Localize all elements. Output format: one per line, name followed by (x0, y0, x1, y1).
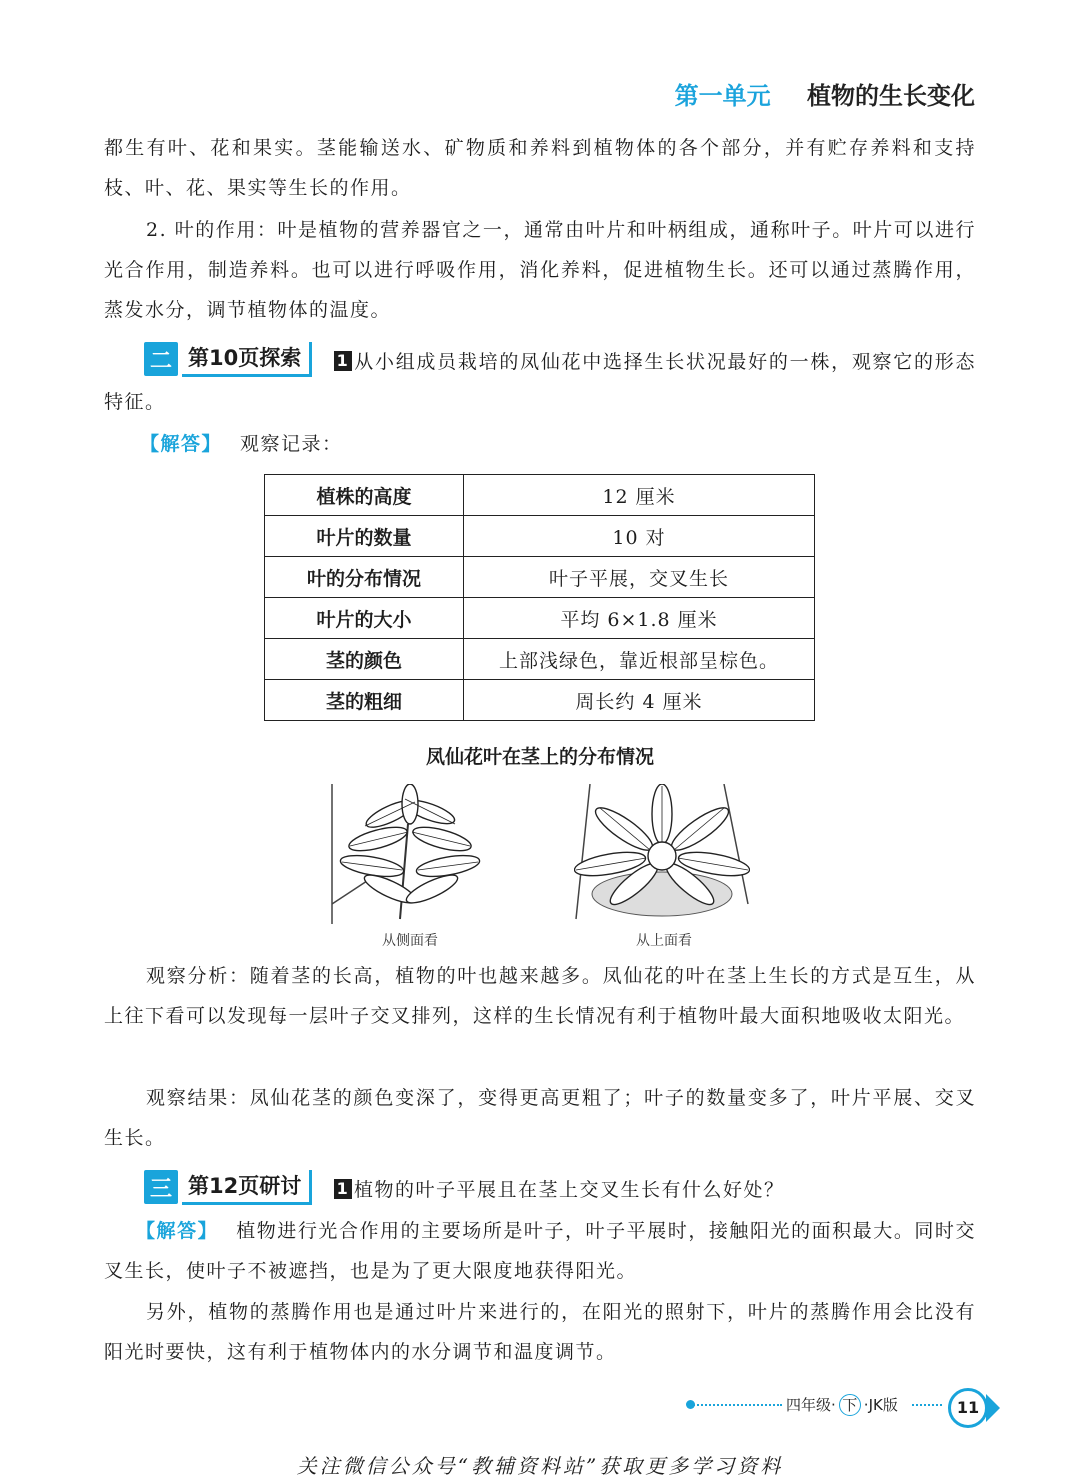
section-2-badge: 二 (144, 342, 178, 376)
table-row (265, 639, 815, 680)
table-row (265, 598, 815, 639)
question-number: 1 (334, 351, 352, 371)
page-header (675, 76, 975, 111)
table-row (265, 516, 815, 557)
top-view-plant-illustration (574, 784, 750, 924)
table-value: 上部浅绿色，靠近根部呈棕色。 (464, 639, 815, 680)
figure-title: 凤仙花叶在茎上的分布情况 (425, 746, 654, 768)
section-3-question (104, 1170, 976, 1210)
answer-label: 【解答】 (140, 433, 223, 455)
section-2-question (104, 342, 976, 422)
unit-title: 植物的生长变化 (807, 82, 975, 110)
unit-label: 第一单元 (674, 82, 771, 110)
section-3-extra: 另外，植物的蒸腾作用也是通过叶片来进行的，在阳光的照射下，叶片的蒸腾作用会比没有阳光时要快，这有利于植物体内的水分调节和温度调节。 (104, 1301, 976, 1363)
footer-term: 下 (839, 1394, 861, 1416)
page-number: 11 (948, 1388, 988, 1428)
question-text: 植物的叶子平展且在茎上交叉生长有什么好处？ (354, 1179, 785, 1201)
observation-table (264, 474, 815, 721)
bottom-note: 关注微信公众号“教辅资料站”获取更多学习资料 (296, 1454, 784, 1478)
section-3-answer (104, 1211, 976, 1291)
observation-result: 观察结果：凤仙花茎的颜色变深了，变得更高更粗了；叶子的数量变多了，叶片平展、交叉生长。 (104, 1087, 976, 1149)
footer-grade-label: 四年级· 下 ·JK版 (786, 1396, 898, 1414)
intro-paragraph-2: 2. 叶的作用：叶是植物的营养器官之一，通常由叶片和叶柄组成，通称叶子。叶片可以进行光合作用，制造养料。也可以进行呼吸作用，消化养料，促进植物生长。还可以通过蒸腾作用，蒸发水分，调节植物体的温度。 (104, 219, 976, 321)
table-value: 周长约 4 厘米 (464, 680, 815, 721)
table-key: 茎的颜色 (265, 639, 464, 680)
footer-dotted-line (690, 1404, 782, 1406)
table-row (265, 557, 815, 598)
table-key: 叶片的大小 (265, 598, 464, 639)
table-key: 叶片的数量 (265, 516, 464, 557)
answer-label: 【解答】 (136, 1220, 219, 1242)
section-2-answer-intro (104, 424, 976, 464)
side-view-plant-illustration (330, 784, 490, 924)
table-value: 叶子平展，交叉生长 (464, 557, 815, 598)
table-value: 10 对 (464, 516, 815, 557)
footer-grade: 四年级 (786, 1396, 832, 1414)
table-key: 茎的粗细 (265, 680, 464, 721)
page-arrow-icon (986, 1394, 1000, 1422)
intro-paragraph-1: 都生有叶、花和果实。茎能输送水、矿物质和养料到植物体的各个部分，并有贮存养料和支持枝、叶、花、果实等生长的作用。 (104, 137, 976, 199)
caption-side-view: 从侧面看 (382, 933, 438, 949)
table-row (265, 680, 815, 721)
section-2-title: 第10页探索 (182, 342, 312, 377)
answer-intro-text: 观察记录： (240, 433, 343, 455)
caption-top-view: 从上面看 (636, 933, 692, 949)
table-row (265, 475, 815, 516)
table-key: 叶的分布情况 (265, 557, 464, 598)
question-text: 从小组成员栽培的凤仙花中选择生长状况最好的一株，观察它的形态特征。 (104, 351, 976, 413)
footer-dotted-line-right (912, 1404, 942, 1406)
table-key: 植株的高度 (265, 475, 464, 516)
section-3-title: 第12页研讨 (182, 1170, 312, 1205)
section-3-badge: 三 (144, 1170, 178, 1204)
table-value: 平均 6×1.8 厘米 (464, 598, 815, 639)
question-number: 1 (334, 1179, 352, 1199)
observation-analysis: 观察分析：随着茎的长高，植物的叶也越来越多。凤仙花的叶在茎上生长的方式是互生，从上往下看可以发现每一层叶子交叉排列，这样的生长情况有利于植物叶最大面积地吸收太阳光。 (104, 965, 976, 1027)
table-value: 12 厘米 (464, 475, 815, 516)
answer-text: 植物进行光合作用的主要场所是叶子，叶子平展时，接触阳光的面积最大。同时交叉生长，使叶子不被遮挡，也是为了更大限度地获得阳光。 (104, 1220, 976, 1282)
footer-edition: JK版 (868, 1396, 898, 1414)
